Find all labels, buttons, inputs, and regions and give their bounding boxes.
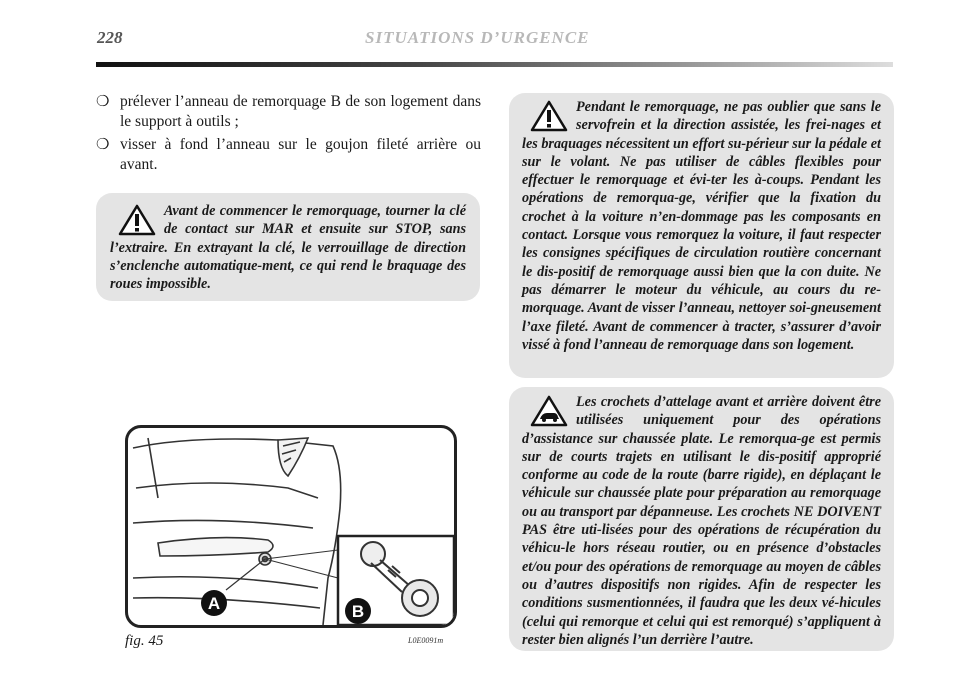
section-title: SITUATIONS D’URGENCE [365,28,590,47]
bullet-marker: ❍ [96,137,110,153]
warning-box-towing [509,93,894,378]
vehicle-warning-triangle-icon [530,395,568,427]
callout-label-a: A [207,594,221,613]
warning-triangle-icon [530,100,568,132]
page-number: 228 [97,28,123,47]
warning-text: Pendant le remorquage, ne pas oublier que sans le servofrein et la direction assistée, les frei-nages et les braquages nécessitent un effort su-périeur sur la pédale et sur le volant. Ne pas utiliser de câbles flexibles pour effectuer le remorquage et évi-ter les à-coups. Pendant les opérations de remorqua-ge, vérifier que la fixation du crochet à la voiture n’en-dommage pas les composants en contact. Lorsque vous remorquez la voiture, il faut respecter les consignes spécifiques de circulation routière concernant le dis-positif de remorquage aussi bien que la con duite. Ne pas démarrer le moteur du véhicule, au cours du re-morquage. Avant de visser l’anneau, nettoyer soi-gneusement l’axe fileté. Avant de commencer à tracter, s’assurer d’avoir vissé à fond l’anneau de remorquage dans son logement. [522,99,881,353]
warning-triangle-icon [118,204,156,236]
instruction-list [96,92,481,178]
figure-code: L0E0091m [408,636,444,645]
list-item [96,92,481,132]
list-item [96,135,481,175]
bullet-marker: ❍ [96,94,110,110]
warning-text: Les crochets d’attelage avant et arrière doivent être utilisées uniquement pour des opérations d’assistance sur chaussée plate. Le remorqua-ge est permis sur de courts trajets en utilisant le dis-positif approprié conforme au code de la route (barre rigide), en déplaçant le véhicule sur chaussée plate pour préparation au remorquage ou au transport par dépanneuse. Les crochets NE DOIVENT PAS être uti-lisées pour des opérations de récupération du véhicu-le hors réseau routier, ou en présence d’obstacles et/ou pour des opérations de remorquage au moyen de câbles ou d’autres dispositifs non rigides. Afin de respecter les conditions susmentionnées, il faudra que les deux vé-hicules (celui qui remorque et celui qui est remorqué) s’appliquent à rester bien alignés l’un derrière l’autre. [522,394,881,648]
callout-label-b: B [351,602,365,621]
figure-caption: fig. 45 [125,633,164,649]
warning-box-ignition [96,193,480,301]
list-item-text: prélever l’anneau de remorquage B de son logement dans le support à outils ; [120,93,481,130]
car-rear-illustration [128,428,454,625]
list-item-text: visser à fond l’anneau sur le goujon fileté arrière ou avant. [120,136,481,173]
header-rule [96,62,893,67]
warning-box-hitch [509,387,894,651]
towing-eye-figure [125,425,457,628]
warning-text: Avant de commencer le remorquage, tourner la clé de contact sur MAR et ensuite sur STOP, sans l’extraire. En extrayant la clé, le verrouillage de direction s’enclenche automatique-ment, ce qui rend le braquage des roues impossible. [110,203,466,293]
